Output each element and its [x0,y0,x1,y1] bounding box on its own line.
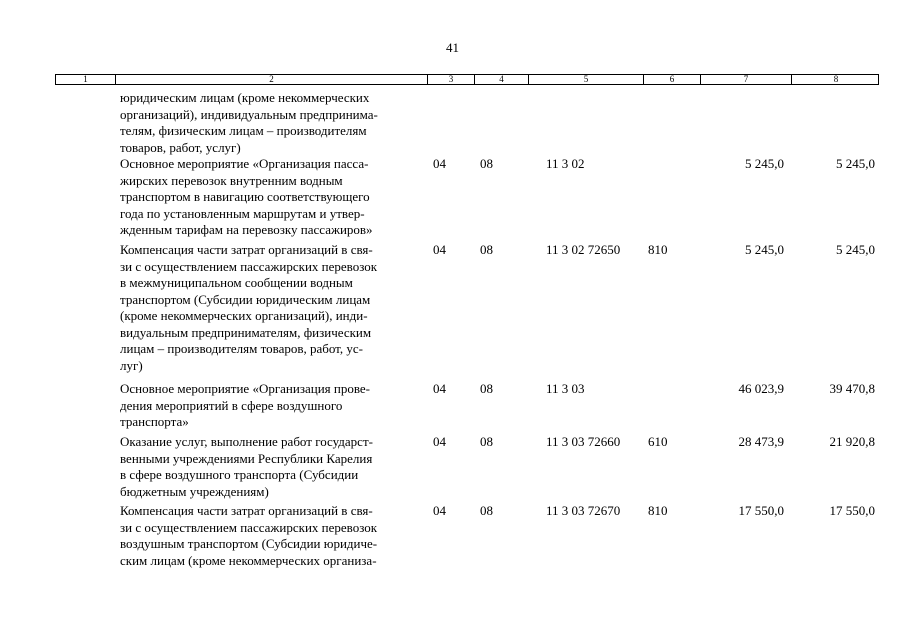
description-line: (кроме некоммерческих организаций), инди- [120,308,368,323]
subsection-code: 08 [480,242,493,257]
amount-col7: 5 245,0 [745,156,784,171]
header-cell-1: 1 [83,74,88,84]
page-number: 41 [446,40,459,55]
description-line: Основное мероприятие «Организация прове- [120,381,371,396]
table-row-description [120,381,430,431]
section-code: 04 [433,503,446,518]
section-code: 04 [433,381,446,396]
header-cell-8: 8 [791,75,880,84]
description-line: жирских перевозок внутренним водным [120,172,343,188]
description-line: видуальным предпринимателям, физическим [120,324,372,340]
amount-col8: 5 245,0 [836,242,875,257]
header-cell-2: 2 [115,75,427,84]
description-line: юридическим лицам (кроме некоммерческих [120,90,370,105]
header-cell-3: 3 [427,75,474,84]
description-line: дения мероприятий в сфере воздушного [120,397,343,413]
description-line: бюджетным учреждениям) [120,483,269,499]
header-cell-4: 4 [474,75,528,84]
target-article-code: 11 3 02 [546,156,585,171]
description-line: транспортом в навигацию соответствующего [120,189,370,204]
description-line: зи с осуществлением пассажирских перевозок [120,519,378,535]
description-line: товаров, работ, услуг) [120,139,241,155]
description-line: Основное мероприятие «Организация пасса- [120,156,369,171]
section-code: 04 [433,434,446,449]
description-line: транспортом (Субсидии юридическим лицам [120,291,371,307]
header-cell-7: 7 [700,75,791,84]
description-line: зи с осуществлением пассажирских перевозок [120,258,378,274]
table-row-description [120,90,430,156]
expense-type-code: 810 [648,242,668,257]
description-line: Компенсация части затрат организаций в свя- [120,242,373,257]
amount-col7: 46 023,9 [738,381,784,396]
amount-col8: 39 470,8 [829,381,875,396]
amount-col8: 5 245,0 [836,156,875,171]
description-line: в межмуниципальном сообщении водным [120,275,353,290]
header-cell-6: 6 [643,75,700,84]
description-line: Компенсация части затрат организаций в свя- [120,503,373,518]
description-line: в сфере воздушного транспорта (Субсидии [120,467,359,482]
expense-type-code: 810 [648,503,668,518]
target-article-code: 11 3 03 [546,381,585,396]
section-code: 04 [433,156,446,171]
subsection-code: 08 [480,381,493,396]
amount-col7: 5 245,0 [745,242,784,257]
description-line: венными учреждениями Республики Карелия [120,450,373,466]
section-code: 04 [433,242,446,257]
header-cell-5: 5 [528,75,643,84]
amount-col7: 17 550,0 [738,503,784,518]
description-line: Оказание услуг, выполнение работ государст- [120,434,373,449]
target-article-code: 11 3 02 72650 [546,242,621,257]
description-line: воздушным транспортом (Субсидии юридиче- [120,536,378,551]
amount-col7: 28 473,9 [738,434,784,449]
subsection-code: 08 [480,434,493,449]
table-row-description [120,503,430,569]
table-row-description [120,242,430,374]
expense-type-code: 610 [648,434,668,449]
description-line: телям, физическим лицам – производителям [120,123,367,138]
description-line: ским лицам (кроме некоммерческих организа- [120,552,377,568]
subsection-code: 08 [480,156,493,171]
table-header-row [55,74,879,85]
subsection-code: 08 [480,503,493,518]
amount-col8: 21 920,8 [829,434,875,449]
description-line: организаций), индивидуальным предпринима- [120,106,378,122]
table-row-description [120,434,430,500]
amount-col8: 17 550,0 [829,503,875,518]
target-article-code: 11 3 03 72670 [546,503,621,518]
description-line: луг) [120,357,143,373]
target-article-code: 11 3 03 72660 [546,434,621,449]
description-line: года по установленным маршрутам и утвер- [120,205,365,221]
description-line: транспорта» [120,414,189,429]
table-row-description [120,156,430,239]
description-line: жденным тарифам на перевозку пассажиров» [120,222,373,237]
description-line: лицам – производителям товаров, работ, ус- [120,341,363,356]
